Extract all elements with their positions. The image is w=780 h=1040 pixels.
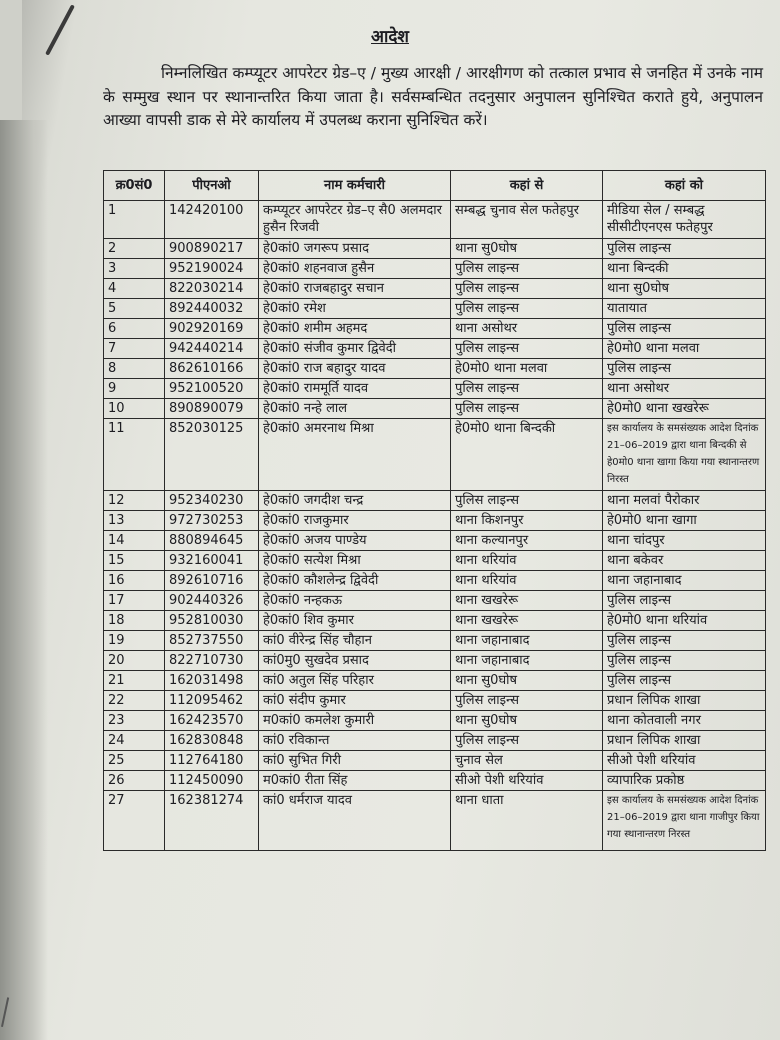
row-to: इस कार्यालय के समसंख्यक आदेश दिनांक 21–06–2019 द्वारा थाना बिन्दकी से हे0मो0 थाना खागा किया गया स्थानान्तरण निरस्त xyxy=(603,419,766,491)
header-from: कहां से xyxy=(451,171,603,201)
table-row xyxy=(104,611,766,631)
document-title: आदेश xyxy=(371,27,409,47)
table-row xyxy=(104,531,766,551)
table-row xyxy=(104,259,766,279)
row-pno: 952810030 xyxy=(165,611,259,631)
row-serial: 21 xyxy=(104,671,165,691)
header-serial: क्र0सं0 xyxy=(104,171,165,201)
row-pno: 862610166 xyxy=(165,359,259,379)
table-row xyxy=(104,751,766,771)
row-from: थाना धाता xyxy=(451,791,603,851)
row-to: थाना चांदपुर xyxy=(603,531,766,551)
row-to: प्रधान लिपिक शाखा xyxy=(603,731,766,751)
row-pno: 932160041 xyxy=(165,551,259,571)
row-employee-name: कां0 संदीप कुमार xyxy=(259,691,451,711)
table-row xyxy=(104,279,766,299)
row-serial: 13 xyxy=(104,511,165,531)
row-to: हे0मो0 थाना थरियांव xyxy=(603,611,766,631)
row-to: प्रधान लिपिक शाखा xyxy=(603,691,766,711)
table-row xyxy=(104,631,766,651)
row-to: पुलिस लाइन्स xyxy=(603,319,766,339)
row-from: पुलिस लाइन्स xyxy=(451,491,603,511)
header-employee-name: नाम कर्मचारी xyxy=(259,171,451,201)
row-from: पुलिस लाइन्स xyxy=(451,279,603,299)
row-to: थाना जहानाबाद xyxy=(603,571,766,591)
row-employee-name: हे0कां0 शहनवाज हुसैन xyxy=(259,259,451,279)
row-pno: 942440214 xyxy=(165,339,259,359)
row-to: पुलिस लाइन्स xyxy=(603,671,766,691)
row-serial: 26 xyxy=(104,771,165,791)
table-header-row xyxy=(104,171,766,201)
row-to: इस कार्यालय के समसंख्यक आदेश दिनांक 21–06–2019 द्वारा थाना गाजीपुर किया गया स्थानान्तरण निरस्त xyxy=(603,791,766,851)
row-from: थाना किशनपुर xyxy=(451,511,603,531)
row-to: हे0मो0 थाना मलवा xyxy=(603,339,766,359)
row-employee-name: हे0कां0 राजकुमार xyxy=(259,511,451,531)
table-row xyxy=(104,379,766,399)
row-employee-name: कां0 रविकान्त xyxy=(259,731,451,751)
table-row xyxy=(104,771,766,791)
row-from: थाना सु0घोष xyxy=(451,671,603,691)
row-employee-name: कां0 धर्मराज यादव xyxy=(259,791,451,851)
row-to: थाना सु0घोष xyxy=(603,279,766,299)
row-pno: 852737550 xyxy=(165,631,259,651)
row-employee-name: हे0कां0 नन्हकऊ xyxy=(259,591,451,611)
row-employee-name: हे0कां0 अजय पाण्डेय xyxy=(259,531,451,551)
row-to: मीडिया सेल / सम्बद्ध सीसीटीएनएस फतेहपुर xyxy=(603,201,766,239)
header-to: कहां को xyxy=(603,171,766,201)
row-pno: 162381274 xyxy=(165,791,259,851)
row-from: पुलिस लाइन्स xyxy=(451,299,603,319)
row-pno: 112764180 xyxy=(165,751,259,771)
row-pno: 890890079 xyxy=(165,399,259,419)
row-pno: 892610716 xyxy=(165,571,259,591)
table-row xyxy=(104,711,766,731)
row-from: थाना जहानाबाद xyxy=(451,651,603,671)
row-to: थाना कोतवाली नगर xyxy=(603,711,766,731)
row-employee-name: कां0मु0 सुखदेव प्रसाद xyxy=(259,651,451,671)
row-from: थाना खखरेरू xyxy=(451,611,603,631)
row-to: पुलिस लाइन्स xyxy=(603,651,766,671)
table-row xyxy=(104,339,766,359)
table-row xyxy=(104,691,766,711)
row-pno: 852030125 xyxy=(165,419,259,491)
table-row xyxy=(104,299,766,319)
row-from: थाना थरियांव xyxy=(451,551,603,571)
row-from: थाना थरियांव xyxy=(451,571,603,591)
row-serial: 4 xyxy=(104,279,165,299)
row-serial: 10 xyxy=(104,399,165,419)
table-row xyxy=(104,419,766,491)
row-to: थाना असोथर xyxy=(603,379,766,399)
row-pno: 162031498 xyxy=(165,671,259,691)
row-pno: 952100520 xyxy=(165,379,259,399)
row-serial: 1 xyxy=(104,201,165,239)
table-row xyxy=(104,319,766,339)
row-to: यातायात xyxy=(603,299,766,319)
row-serial: 15 xyxy=(104,551,165,571)
row-serial: 27 xyxy=(104,791,165,851)
row-employee-name: म0कां0 कमलेश कुमारी xyxy=(259,711,451,731)
row-employee-name: हे0कां0 राजबहादुर सचान xyxy=(259,279,451,299)
row-employee-name: हे0कां0 शिव कुमार xyxy=(259,611,451,631)
row-pno: 952340230 xyxy=(165,491,259,511)
row-to: थाना बकेवर xyxy=(603,551,766,571)
row-employee-name: हे0कां0 शमीम अहमद xyxy=(259,319,451,339)
table-row xyxy=(104,651,766,671)
row-pno: 822710730 xyxy=(165,651,259,671)
row-from: थाना सु0घोष xyxy=(451,239,603,259)
row-serial: 16 xyxy=(104,571,165,591)
row-pno: 900890217 xyxy=(165,239,259,259)
row-serial: 12 xyxy=(104,491,165,511)
row-pno: 902440326 xyxy=(165,591,259,611)
row-from: पुलिस लाइन्स xyxy=(451,691,603,711)
row-pno: 162423570 xyxy=(165,711,259,731)
table-row xyxy=(104,791,766,851)
table-row xyxy=(104,359,766,379)
row-to: थाना बिन्दकी xyxy=(603,259,766,279)
row-employee-name: कम्प्यूटर आपरेटर ग्रेड–ए सै0 अलमदार हुसैन रिजवी xyxy=(259,201,451,239)
row-serial: 11 xyxy=(104,419,165,491)
row-serial: 23 xyxy=(104,711,165,731)
row-to: पुलिस लाइन्स xyxy=(603,239,766,259)
row-pno: 112450090 xyxy=(165,771,259,791)
table-row xyxy=(104,551,766,571)
row-serial: 6 xyxy=(104,319,165,339)
row-employee-name: कां0 वीरेन्द्र सिंह चौहान xyxy=(259,631,451,651)
header-pno: पीएनओ xyxy=(165,171,259,201)
row-pno: 880894645 xyxy=(165,531,259,551)
row-serial: 9 xyxy=(104,379,165,399)
row-employee-name: हे0कां0 रमेश xyxy=(259,299,451,319)
table-row xyxy=(104,239,766,259)
row-employee-name: कां0 अतुल सिंह परिहार xyxy=(259,671,451,691)
table-row xyxy=(104,399,766,419)
row-serial: 3 xyxy=(104,259,165,279)
row-employee-name: हे0कां0 कौशलेन्द्र द्विवेदी xyxy=(259,571,451,591)
row-from: थाना सु0घोष xyxy=(451,711,603,731)
row-from: हे0मो0 थाना बिन्दकी xyxy=(451,419,603,491)
row-serial: 18 xyxy=(104,611,165,631)
page-fold-shadow xyxy=(0,120,48,1040)
row-pno: 972730253 xyxy=(165,511,259,531)
row-employee-name: हे0कां0 जगरूप प्रसाद xyxy=(259,239,451,259)
table-row xyxy=(104,571,766,591)
row-from: पुलिस लाइन्स xyxy=(451,731,603,751)
row-employee-name: म0कां0 रीता सिंह xyxy=(259,771,451,791)
row-from: थाना असोथर xyxy=(451,319,603,339)
row-to: थाना मलवां पैरोकार xyxy=(603,491,766,511)
row-serial: 20 xyxy=(104,651,165,671)
row-to: हे0मो0 थाना खागा xyxy=(603,511,766,531)
row-from: सम्बद्ध चुनाव सेल फतेहपुर xyxy=(451,201,603,239)
row-from: सीओ पेशी थरियांव xyxy=(451,771,603,791)
row-to: व्यापारिक प्रकोष्ठ xyxy=(603,771,766,791)
row-pno: 952190024 xyxy=(165,259,259,279)
row-to: पुलिस लाइन्स xyxy=(603,631,766,651)
row-serial: 5 xyxy=(104,299,165,319)
table-row xyxy=(104,731,766,751)
row-from: थाना कल्यानपुर xyxy=(451,531,603,551)
row-employee-name: हे0कां0 सत्येश मिश्रा xyxy=(259,551,451,571)
order-paragraph: निम्नलिखित कम्प्यूटर आपरेटर ग्रेड–ए / मुख्य आरक्षी / आरक्षीगण को तत्काल प्रभाव से जनहित में उनके नाम के सम्मुख स्थान पर स्थानान्तरित किया जाता है। सर्वसम्बन्धित तदनुसार अनुपालन सुनिश्चित कराते हुये, अनुपालन आख्या वापसी डाक से मेरे कार्यालय में उपलब्ध कराना सुनिश्चित करें। xyxy=(103,64,763,129)
row-pno: 142420100 xyxy=(165,201,259,239)
row-to: हे0मो0 थाना खखरेरू xyxy=(603,399,766,419)
row-from: पुलिस लाइन्स xyxy=(451,399,603,419)
row-serial: 7 xyxy=(104,339,165,359)
table-row xyxy=(104,671,766,691)
table-row xyxy=(104,201,766,239)
row-employee-name: हे0कां0 संजीव कुमार द्विवेदी xyxy=(259,339,451,359)
table-row xyxy=(104,511,766,531)
row-from: थाना जहानाबाद xyxy=(451,631,603,651)
row-from: चुनाव सेल xyxy=(451,751,603,771)
row-serial: 24 xyxy=(104,731,165,751)
row-to: पुलिस लाइन्स xyxy=(603,359,766,379)
table-row xyxy=(104,591,766,611)
row-from: पुलिस लाइन्स xyxy=(451,339,603,359)
row-serial: 25 xyxy=(104,751,165,771)
row-employee-name: हे0कां0 राममूर्ति यादव xyxy=(259,379,451,399)
row-employee-name: हे0कां0 जगदीश चन्द्र xyxy=(259,491,451,511)
row-from: पुलिस लाइन्स xyxy=(451,379,603,399)
row-pno: 822030214 xyxy=(165,279,259,299)
transfer-table xyxy=(103,170,766,851)
row-pno: 892440032 xyxy=(165,299,259,319)
row-serial: 14 xyxy=(104,531,165,551)
row-to: पुलिस लाइन्स xyxy=(603,591,766,611)
row-from: पुलिस लाइन्स xyxy=(451,259,603,279)
row-to: सीओ पेशी थरियांव xyxy=(603,751,766,771)
row-employee-name: हे0कां0 राज बहादुर यादव xyxy=(259,359,451,379)
row-employee-name: कां0 सुभित गिरी xyxy=(259,751,451,771)
row-serial: 22 xyxy=(104,691,165,711)
row-serial: 2 xyxy=(104,239,165,259)
row-serial: 19 xyxy=(104,631,165,651)
row-pno: 902920169 xyxy=(165,319,259,339)
row-employee-name: हे0कां0 अमरनाथ मिश्रा xyxy=(259,419,451,491)
row-serial: 17 xyxy=(104,591,165,611)
row-pno: 162830848 xyxy=(165,731,259,751)
row-employee-name: हे0कां0 नन्हे लाल xyxy=(259,399,451,419)
table-row xyxy=(104,491,766,511)
row-from: हे0मो0 थाना मलवा xyxy=(451,359,603,379)
row-pno: 112095462 xyxy=(165,691,259,711)
row-from: थाना खखरेरू xyxy=(451,591,603,611)
row-serial: 8 xyxy=(104,359,165,379)
